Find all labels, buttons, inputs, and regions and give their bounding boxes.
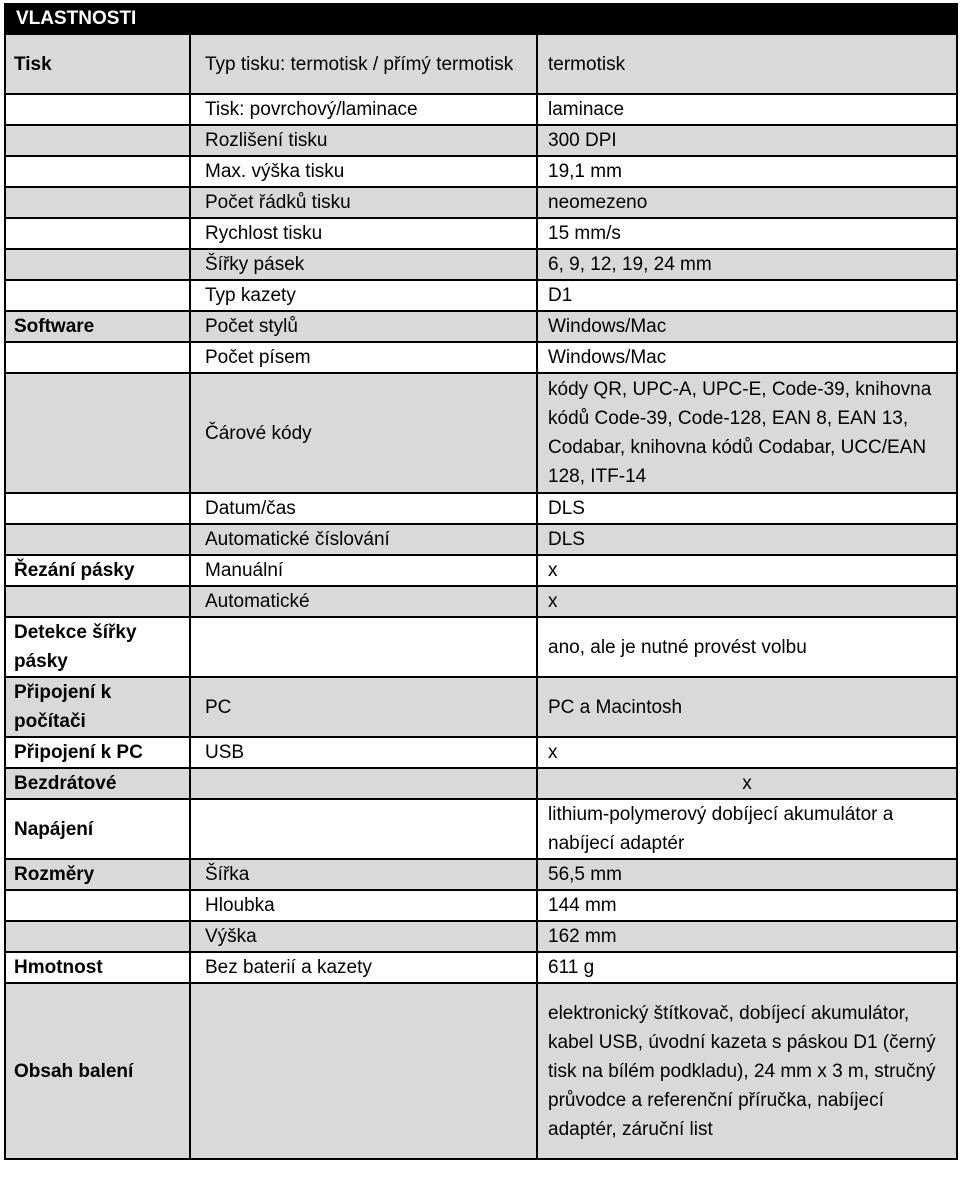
table-row [5, 280, 957, 311]
row-category: Připojení k počítači [5, 677, 190, 737]
table-row [5, 187, 957, 218]
table-row [5, 125, 957, 156]
table-row [5, 799, 957, 859]
row-value: D1 [537, 280, 957, 311]
table-row [5, 677, 957, 737]
table-header-row [5, 4, 957, 34]
row-value: 15 mm/s [537, 218, 957, 249]
row-property: Čárové kódy [190, 373, 537, 493]
row-property: Datum/čas [190, 493, 537, 524]
row-category [5, 921, 190, 952]
row-value: lithium-polymerový dobíjecí akumulátor a nabíjecí adaptér [537, 799, 957, 859]
table-row [5, 373, 957, 493]
row-property [190, 768, 537, 799]
row-property: Počet řádků tisku [190, 187, 537, 218]
row-value: termotisk [537, 34, 957, 94]
row-property: Manuální [190, 555, 537, 586]
row-value: x [537, 586, 957, 617]
row-category: Napájení [5, 799, 190, 859]
row-property [190, 983, 537, 1159]
row-value: 611 g [537, 952, 957, 983]
row-property: Automatické číslování [190, 524, 537, 555]
table-row [5, 768, 957, 799]
row-property: Typ tisku: termotisk / přímý termotisk [190, 34, 537, 94]
row-category [5, 524, 190, 555]
row-property: Výška [190, 921, 537, 952]
table-row [5, 218, 957, 249]
row-property: USB [190, 737, 537, 768]
row-category: Připojení k PC [5, 737, 190, 768]
header-title: VLASTNOSTI [5, 4, 190, 34]
row-property: PC [190, 677, 537, 737]
row-category [5, 249, 190, 280]
row-value: x [537, 555, 957, 586]
row-category [5, 280, 190, 311]
row-value: PC a Macintosh [537, 677, 957, 737]
row-value: 144 mm [537, 890, 957, 921]
row-category [5, 342, 190, 373]
row-property: Max. výška tisku [190, 156, 537, 187]
specifications-table [4, 3, 958, 1160]
row-property: Typ kazety [190, 280, 537, 311]
row-value: neomezeno [537, 187, 957, 218]
table-row [5, 34, 957, 94]
table-row [5, 586, 957, 617]
table-row [5, 617, 957, 677]
row-property [190, 617, 537, 677]
row-value: 6, 9, 12, 19, 24 mm [537, 249, 957, 280]
row-value: elektronický štítkovač, dobíjecí akumulátor, kabel USB, úvodní kazeta s páskou D1 (černý tisk na bílém podkladu), 24 mm x 3 m, stručný průvodce a referenční příručka, nabíjecí adaptér, záruční list [537, 983, 957, 1159]
row-category [5, 890, 190, 921]
row-value: x [537, 737, 957, 768]
row-category [5, 94, 190, 125]
row-property [190, 799, 537, 859]
table-row [5, 524, 957, 555]
row-category [5, 125, 190, 156]
row-category [5, 373, 190, 493]
row-category: Řezání pásky [5, 555, 190, 586]
table-row [5, 311, 957, 342]
row-value: kódy QR, UPC-A, UPC-E, Code-39, knihovna kódů Code-39, Code-128, EAN 8, EAN 13, Codabar, knihovna kódů Codabar, UCC/EAN 128, ITF-14 [537, 373, 957, 493]
row-property: Šířka [190, 859, 537, 890]
row-value: Windows/Mac [537, 342, 957, 373]
row-value: 300 DPI [537, 125, 957, 156]
row-property: Automatické [190, 586, 537, 617]
row-category [5, 218, 190, 249]
row-property: Bez baterií a kazety [190, 952, 537, 983]
table-row [5, 737, 957, 768]
row-category [5, 493, 190, 524]
row-property: Tisk: povrchový/laminace [190, 94, 537, 125]
row-category [5, 586, 190, 617]
row-property: Hloubka [190, 890, 537, 921]
row-category: Software [5, 311, 190, 342]
row-property: Rychlost tisku [190, 218, 537, 249]
header-empty-cell [537, 4, 957, 34]
row-value: DLS [537, 493, 957, 524]
row-value: 56,5 mm [537, 859, 957, 890]
table-row [5, 952, 957, 983]
row-value: laminace [537, 94, 957, 125]
row-category: Hmotnost [5, 952, 190, 983]
row-value: Windows/Mac [537, 311, 957, 342]
table-row [5, 94, 957, 125]
row-category: Detekce šířky pásky [5, 617, 190, 677]
row-value: 162 mm [537, 921, 957, 952]
row-property: Počet písem [190, 342, 537, 373]
table-row [5, 342, 957, 373]
row-value: ano, ale je nutné provést volbu [537, 617, 957, 677]
row-category [5, 187, 190, 218]
row-category: Rozměry [5, 859, 190, 890]
row-category: Tisk [5, 34, 190, 94]
row-property: Rozlišení tisku [190, 125, 537, 156]
row-category [5, 156, 190, 187]
header-empty-cell [190, 4, 537, 34]
table-row [5, 859, 957, 890]
row-category: Bezdrátové [5, 768, 190, 799]
table-row [5, 921, 957, 952]
row-category: Obsah balení [5, 983, 190, 1159]
table-row [5, 983, 957, 1159]
table-row [5, 493, 957, 524]
row-property: Šířky pásek [190, 249, 537, 280]
table-row [5, 890, 957, 921]
row-property: Počet stylů [190, 311, 537, 342]
row-value: 19,1 mm [537, 156, 957, 187]
row-value: x [537, 768, 957, 799]
table-row [5, 555, 957, 586]
row-value: DLS [537, 524, 957, 555]
table-row [5, 249, 957, 280]
table-row [5, 156, 957, 187]
